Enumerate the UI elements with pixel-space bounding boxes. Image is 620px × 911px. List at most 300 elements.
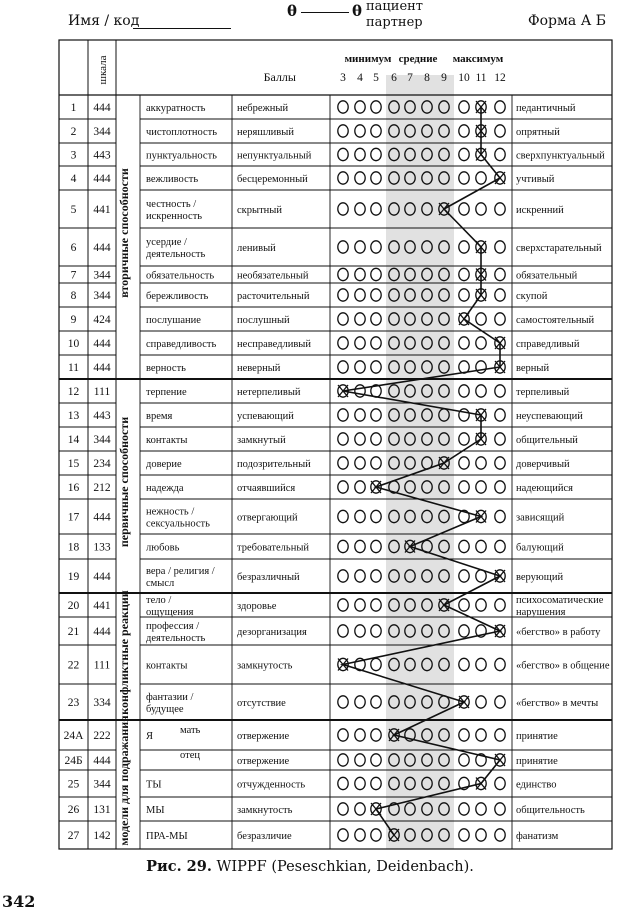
row-number: 18: [67, 541, 80, 554]
ability-name-line: сексуальность: [146, 518, 210, 530]
row-number: 10: [67, 338, 80, 350]
score-circle[interactable]: [355, 313, 365, 325]
score-circle[interactable]: [495, 125, 505, 137]
patient-label: пациент: [366, 0, 423, 14]
score-circle[interactable]: [476, 481, 486, 493]
score-circle[interactable]: [459, 125, 469, 137]
score-circle[interactable]: [495, 803, 505, 815]
row-number: 8: [70, 290, 77, 302]
score-circle[interactable]: [495, 696, 505, 708]
row-code: 344: [93, 778, 111, 791]
score-circle[interactable]: [355, 696, 365, 708]
high-pole-label: неуспевающий: [516, 411, 583, 422]
low-pole-label: отвержение: [237, 731, 290, 742]
low-pole-label: ленивый: [237, 243, 276, 254]
row-number: 6: [70, 242, 77, 254]
low-pole-label: необязательный: [237, 270, 309, 282]
row-number: 21: [67, 626, 80, 638]
row-code: 444: [93, 511, 111, 524]
score-circle[interactable]: [371, 172, 381, 184]
row-number: 13: [67, 410, 80, 422]
score-circle[interactable]: [371, 457, 381, 469]
ability-name-line: аккуратность: [146, 103, 206, 114]
row-number: 7: [70, 269, 77, 282]
form-label: Форма А Б: [528, 13, 607, 29]
ability-name: [146, 103, 206, 114]
row-number: 22: [67, 659, 80, 672]
score-circle[interactable]: [459, 729, 469, 741]
score-circle[interactable]: [371, 777, 381, 789]
score-circle[interactable]: [459, 433, 469, 445]
row-code: 334: [93, 697, 111, 709]
score-circle[interactable]: [495, 148, 505, 160]
row-number: 23: [67, 697, 80, 709]
low-pole-label: отвергающий: [237, 512, 298, 524]
score-circle[interactable]: [495, 241, 505, 253]
ability-name: [146, 731, 153, 742]
row-code: 111: [93, 659, 111, 672]
score-circle[interactable]: [355, 337, 365, 349]
score-circle[interactable]: [355, 409, 365, 421]
row-code: 424: [93, 314, 111, 326]
ability-name-line: терпение: [146, 387, 187, 398]
ability-name: [146, 780, 162, 791]
high-pole-label: верный: [516, 363, 550, 374]
score-circle[interactable]: [371, 337, 381, 349]
ability-name: [146, 483, 184, 494]
score-circle[interactable]: [476, 385, 486, 397]
ability-name-line: деятельность: [146, 249, 206, 260]
ability-name: [146, 387, 187, 398]
ability-name-line: честность /: [146, 199, 197, 210]
score-circle[interactable]: [459, 658, 469, 670]
score-circle[interactable]: [338, 754, 348, 766]
ability-name: [146, 435, 187, 446]
score-circle[interactable]: [495, 289, 505, 301]
ability-name-line: тело /: [146, 595, 172, 606]
score-circle[interactable]: [338, 696, 348, 708]
score-circle[interactable]: [355, 599, 365, 611]
score-circle[interactable]: [495, 777, 505, 789]
score-circle[interactable]: [371, 409, 381, 421]
ability-name-line: фантазии /: [146, 692, 194, 703]
score-circle[interactable]: [355, 268, 365, 280]
score-circle[interactable]: [371, 570, 381, 582]
score-circle[interactable]: [338, 101, 348, 113]
high-pole-label: доверчивый: [516, 459, 570, 470]
score-circle[interactable]: [459, 599, 469, 611]
ability-name-line: вера / религия /: [146, 566, 215, 577]
high-pole-label: учтивый: [516, 174, 555, 185]
caption-number: Рис. 29.: [146, 858, 212, 875]
row-code: 344: [93, 434, 111, 446]
score-circle[interactable]: [495, 829, 505, 841]
row-number: 19: [67, 571, 80, 583]
score-circle[interactable]: [459, 385, 469, 397]
row-number: 12: [67, 386, 80, 398]
score-circle[interactable]: [371, 754, 381, 766]
low-pole-label: дезорганизация: [237, 627, 307, 638]
ability-name-line: нежность /: [146, 506, 195, 518]
score-circle[interactable]: [459, 268, 469, 280]
high-pole-label: педантичный: [516, 103, 576, 114]
score-circle[interactable]: [338, 625, 348, 637]
score-circle[interactable]: [476, 599, 486, 611]
row-number: 25: [67, 778, 80, 791]
group-label: первичные способности: [117, 416, 131, 548]
score-circle[interactable]: [371, 510, 381, 522]
score-circle[interactable]: [355, 570, 365, 582]
score-circle[interactable]: [371, 148, 381, 160]
score-circle[interactable]: [338, 457, 348, 469]
row-code: 142: [93, 830, 111, 842]
ability-name-line: время: [146, 411, 173, 422]
ability-name-line: любовь: [146, 542, 180, 554]
score-number: 5: [373, 72, 379, 84]
score-circle[interactable]: [355, 203, 365, 215]
score-circle[interactable]: [338, 570, 348, 582]
score-circle[interactable]: [338, 777, 348, 789]
low-pole-label: бесцеремонный: [237, 174, 308, 185]
score-circle[interactable]: [338, 268, 348, 280]
row-code: 212: [93, 482, 111, 494]
ability-name: [146, 805, 165, 816]
row-number: 14: [67, 434, 80, 446]
score-circle[interactable]: [371, 829, 381, 841]
low-pole-label: безразличный: [237, 572, 300, 583]
score-circle[interactable]: [371, 729, 381, 741]
ability-name: [146, 692, 193, 715]
score-circle[interactable]: [338, 172, 348, 184]
score-circle[interactable]: [495, 203, 505, 215]
score-circle[interactable]: [355, 481, 365, 493]
score-circle[interactable]: [476, 829, 486, 841]
row-code: 344: [93, 290, 111, 302]
ability-name-line: верность: [146, 363, 186, 374]
partner-symbol: θ: [352, 2, 363, 20]
score-circle[interactable]: [338, 289, 348, 301]
score-circle[interactable]: [459, 289, 469, 301]
figure-caption: [0, 858, 620, 875]
score-circle[interactable]: [338, 481, 348, 493]
score-circle[interactable]: [371, 203, 381, 215]
ability-name: [146, 661, 187, 672]
score-number: 6: [391, 72, 397, 84]
row-number: 24Б: [64, 755, 83, 767]
patient-symbol: θ: [287, 2, 298, 20]
row-code: 444: [93, 338, 111, 350]
ability-name-line: контакты: [146, 435, 188, 446]
high-pole-label: справедливый: [516, 339, 580, 350]
score-circle[interactable]: [495, 510, 505, 522]
high-pole-label: «бегство» в работу: [516, 627, 601, 638]
row-number: 2: [70, 126, 77, 138]
score-circle[interactable]: [355, 289, 365, 301]
score-circle[interactable]: [495, 658, 505, 670]
row-code: 443: [93, 149, 111, 162]
score-circle[interactable]: [459, 803, 469, 815]
row-code: 344: [93, 126, 111, 138]
score-circle[interactable]: [355, 729, 365, 741]
high-pole-label: «бегство» в мечты: [516, 698, 599, 709]
row-code: 444: [93, 755, 111, 767]
high-pole-label: общительность: [516, 805, 585, 816]
score-circle[interactable]: [338, 433, 348, 445]
score-circle[interactable]: [338, 510, 348, 522]
high-pole-label: обязательный: [516, 270, 578, 282]
score-circle[interactable]: [476, 313, 486, 325]
score-circle[interactable]: [476, 658, 486, 670]
score-circle[interactable]: [495, 101, 505, 113]
score-circle[interactable]: [476, 696, 486, 708]
score-circle[interactable]: [476, 803, 486, 815]
score-circle[interactable]: [459, 203, 469, 215]
score-circle[interactable]: [338, 361, 348, 373]
score-circle[interactable]: [476, 729, 486, 741]
ability-name-line: ощущения: [146, 607, 194, 618]
low-pole-label: отчаявшийся: [237, 483, 296, 494]
score-number: 4: [357, 72, 363, 84]
score-circle[interactable]: [338, 829, 348, 841]
score-number: 3: [340, 72, 346, 84]
ability-name: [146, 411, 173, 422]
score-circle[interactable]: [338, 803, 348, 815]
score-circle[interactable]: [371, 289, 381, 301]
ability-name-line: пунктуальность: [146, 150, 217, 162]
row-number: 4: [70, 173, 77, 185]
row-number: 9: [70, 314, 77, 326]
score-circle[interactable]: [338, 203, 348, 215]
score-circle[interactable]: [495, 540, 505, 552]
caption-text: WIPPF (Peseschkian, Deidenbach).: [211, 859, 474, 875]
score-circle[interactable]: [371, 241, 381, 253]
high-pole-label: балующий: [516, 542, 564, 554]
ability-name-line: МЫ: [146, 805, 165, 816]
score-circle[interactable]: [355, 361, 365, 373]
ability-name: [146, 363, 186, 374]
score-circle[interactable]: [355, 777, 365, 789]
score-circle[interactable]: [355, 457, 365, 469]
score-circle[interactable]: [355, 510, 365, 522]
score-circle[interactable]: [476, 457, 486, 469]
score-circle[interactable]: [355, 803, 365, 815]
model-sub-label: отец: [180, 750, 200, 761]
score-circle[interactable]: [355, 754, 365, 766]
ability-name-line: вежливость: [146, 174, 199, 185]
score-circle[interactable]: [459, 754, 469, 766]
ability-name-line: деятельность: [146, 633, 206, 644]
ability-name: [146, 507, 210, 530]
score-circle[interactable]: [459, 337, 469, 349]
score-circle[interactable]: [476, 172, 486, 184]
group-label: конфликтные реакции: [117, 590, 131, 715]
score-circle[interactable]: [355, 829, 365, 841]
score-circle[interactable]: [459, 457, 469, 469]
low-pole-label: успевающий: [237, 411, 294, 422]
score-circle[interactable]: [355, 172, 365, 184]
score-circle[interactable]: [338, 409, 348, 421]
low-pole-label: несправедливый: [237, 339, 311, 350]
ability-name: [146, 315, 201, 326]
score-circle[interactable]: [371, 599, 381, 611]
low-pole-label: неверный: [237, 363, 281, 374]
scale-header: шкала: [97, 55, 109, 85]
ability-name-line: будущее: [146, 704, 184, 715]
ability-name: [146, 595, 194, 618]
maximum-label: максимум: [452, 53, 504, 65]
score-circle[interactable]: [338, 125, 348, 137]
score-circle[interactable]: [459, 148, 469, 160]
score-circle[interactable]: [476, 203, 486, 215]
score-circle[interactable]: [338, 540, 348, 552]
score-circle[interactable]: [495, 729, 505, 741]
low-pole-label: отчужденность: [237, 779, 306, 791]
row-number: 17: [67, 511, 80, 524]
ability-name-line: Я: [146, 731, 154, 742]
score-circle[interactable]: [495, 385, 505, 397]
row-code: 444: [93, 173, 111, 185]
low-pole-label: скрытный: [237, 205, 282, 216]
score-circle[interactable]: [495, 268, 505, 280]
score-circle[interactable]: [495, 481, 505, 493]
row-number: 1: [70, 102, 77, 114]
score-number: 9: [441, 72, 447, 84]
score-circle[interactable]: [338, 337, 348, 349]
score-circle[interactable]: [355, 241, 365, 253]
row-number: 24А: [63, 730, 84, 742]
score-number: 7: [407, 72, 413, 84]
high-pole-label: сверхстарательный: [516, 243, 602, 254]
row-code: 222: [93, 730, 111, 742]
high-pole-label: принятие: [516, 756, 558, 767]
low-pole-label: замкнутость: [237, 660, 293, 672]
row-number: 5: [70, 204, 77, 216]
high-pole-label: терпеливый: [516, 387, 570, 398]
low-pole-label: безразличие: [237, 831, 292, 842]
ability-name: [146, 339, 216, 350]
ability-name-line: бережливость: [146, 291, 209, 302]
score-circle[interactable]: [371, 625, 381, 637]
score-circle[interactable]: [459, 241, 469, 253]
partner-label: партнер: [366, 15, 423, 30]
score-circle[interactable]: [476, 337, 486, 349]
row-code: 444: [93, 626, 111, 638]
score-circle[interactable]: [459, 570, 469, 582]
low-pole-label: небрежный: [237, 103, 289, 114]
score-circle[interactable]: [338, 313, 348, 325]
score-circle[interactable]: [355, 148, 365, 160]
ability-name: [146, 831, 188, 842]
low-pole-label: неряшливый: [237, 127, 294, 138]
score-circle[interactable]: [371, 313, 381, 325]
score-circle[interactable]: [338, 729, 348, 741]
score-circle[interactable]: [476, 361, 486, 373]
high-pole-label: надеющийся: [516, 483, 573, 494]
group-label: модели для подражания: [117, 715, 131, 846]
score-circle[interactable]: [371, 433, 381, 445]
score-number: 12: [494, 72, 506, 84]
score-circle[interactable]: [495, 409, 505, 421]
ability-name: [146, 291, 209, 302]
score-circle[interactable]: [459, 172, 469, 184]
ability-name-line: профессия /: [146, 621, 200, 632]
score-circle[interactable]: [371, 361, 381, 373]
score-circle[interactable]: [355, 101, 365, 113]
high-pole-label: [516, 595, 604, 618]
page-number: 342: [2, 892, 36, 911]
score-circle[interactable]: [338, 599, 348, 611]
score-circle[interactable]: [338, 241, 348, 253]
score-circle[interactable]: [495, 457, 505, 469]
score-number: 11: [475, 72, 487, 84]
high-pole-label: опрятный: [516, 127, 560, 138]
row-code: 444: [93, 102, 111, 114]
score-circle[interactable]: [371, 125, 381, 137]
row-code: 441: [93, 600, 111, 612]
ability-name: [146, 566, 215, 589]
row-number: 20: [67, 600, 80, 612]
score-circle[interactable]: [495, 433, 505, 445]
high-pole-label: скупой: [516, 291, 548, 302]
score-circle[interactable]: [459, 829, 469, 841]
low-pole-label: нетерпеливый: [237, 387, 301, 398]
ability-name: [146, 151, 217, 162]
ability-name: [146, 237, 205, 260]
score-circle[interactable]: [355, 433, 365, 445]
score-circle[interactable]: [459, 625, 469, 637]
row-code: 444: [93, 362, 111, 374]
low-pole-label: требовательный: [237, 542, 309, 554]
low-pole-label: отвержение: [237, 756, 290, 767]
score-circle[interactable]: [355, 125, 365, 137]
score-circle[interactable]: [459, 540, 469, 552]
score-circle[interactable]: [371, 658, 381, 670]
ability-name-line: ТЫ: [146, 779, 162, 791]
score-circle[interactable]: [476, 540, 486, 552]
row-number: 16: [67, 482, 80, 494]
ability-name-line: справедливость: [146, 339, 217, 350]
ability-name: [146, 199, 202, 222]
low-pole-label: замкнутый: [237, 435, 286, 446]
score-circle[interactable]: [459, 481, 469, 493]
score-circle[interactable]: [371, 101, 381, 113]
name-code-label: Имя / код: [68, 13, 140, 29]
ability-name-line: искренность: [146, 211, 203, 222]
group-label: вторичные способности: [117, 168, 131, 298]
row-code: 133: [93, 541, 111, 554]
score-circle[interactable]: [371, 696, 381, 708]
low-pole-label: послушный: [237, 315, 290, 326]
ability-name-line: смысл: [146, 578, 175, 589]
score-circle[interactable]: [495, 599, 505, 611]
ability-name-line: надежда: [146, 483, 184, 494]
score-circle[interactable]: [355, 625, 365, 637]
scores-label: Баллы: [263, 70, 296, 84]
score-circle[interactable]: [338, 148, 348, 160]
ability-name-line: послушание: [146, 315, 201, 326]
row-number: 11: [67, 362, 80, 374]
ability-name-line: усердие /: [146, 237, 187, 248]
score-circle[interactable]: [355, 540, 365, 552]
score-circle[interactable]: [495, 313, 505, 325]
score-circle[interactable]: [371, 540, 381, 552]
score-circle[interactable]: [371, 268, 381, 280]
low-pole-label: замкнутость: [237, 805, 293, 816]
row-code: 344: [93, 269, 111, 282]
score-circle[interactable]: [459, 101, 469, 113]
high-pole-label: принятие: [516, 731, 558, 742]
ability-name: [146, 174, 198, 185]
